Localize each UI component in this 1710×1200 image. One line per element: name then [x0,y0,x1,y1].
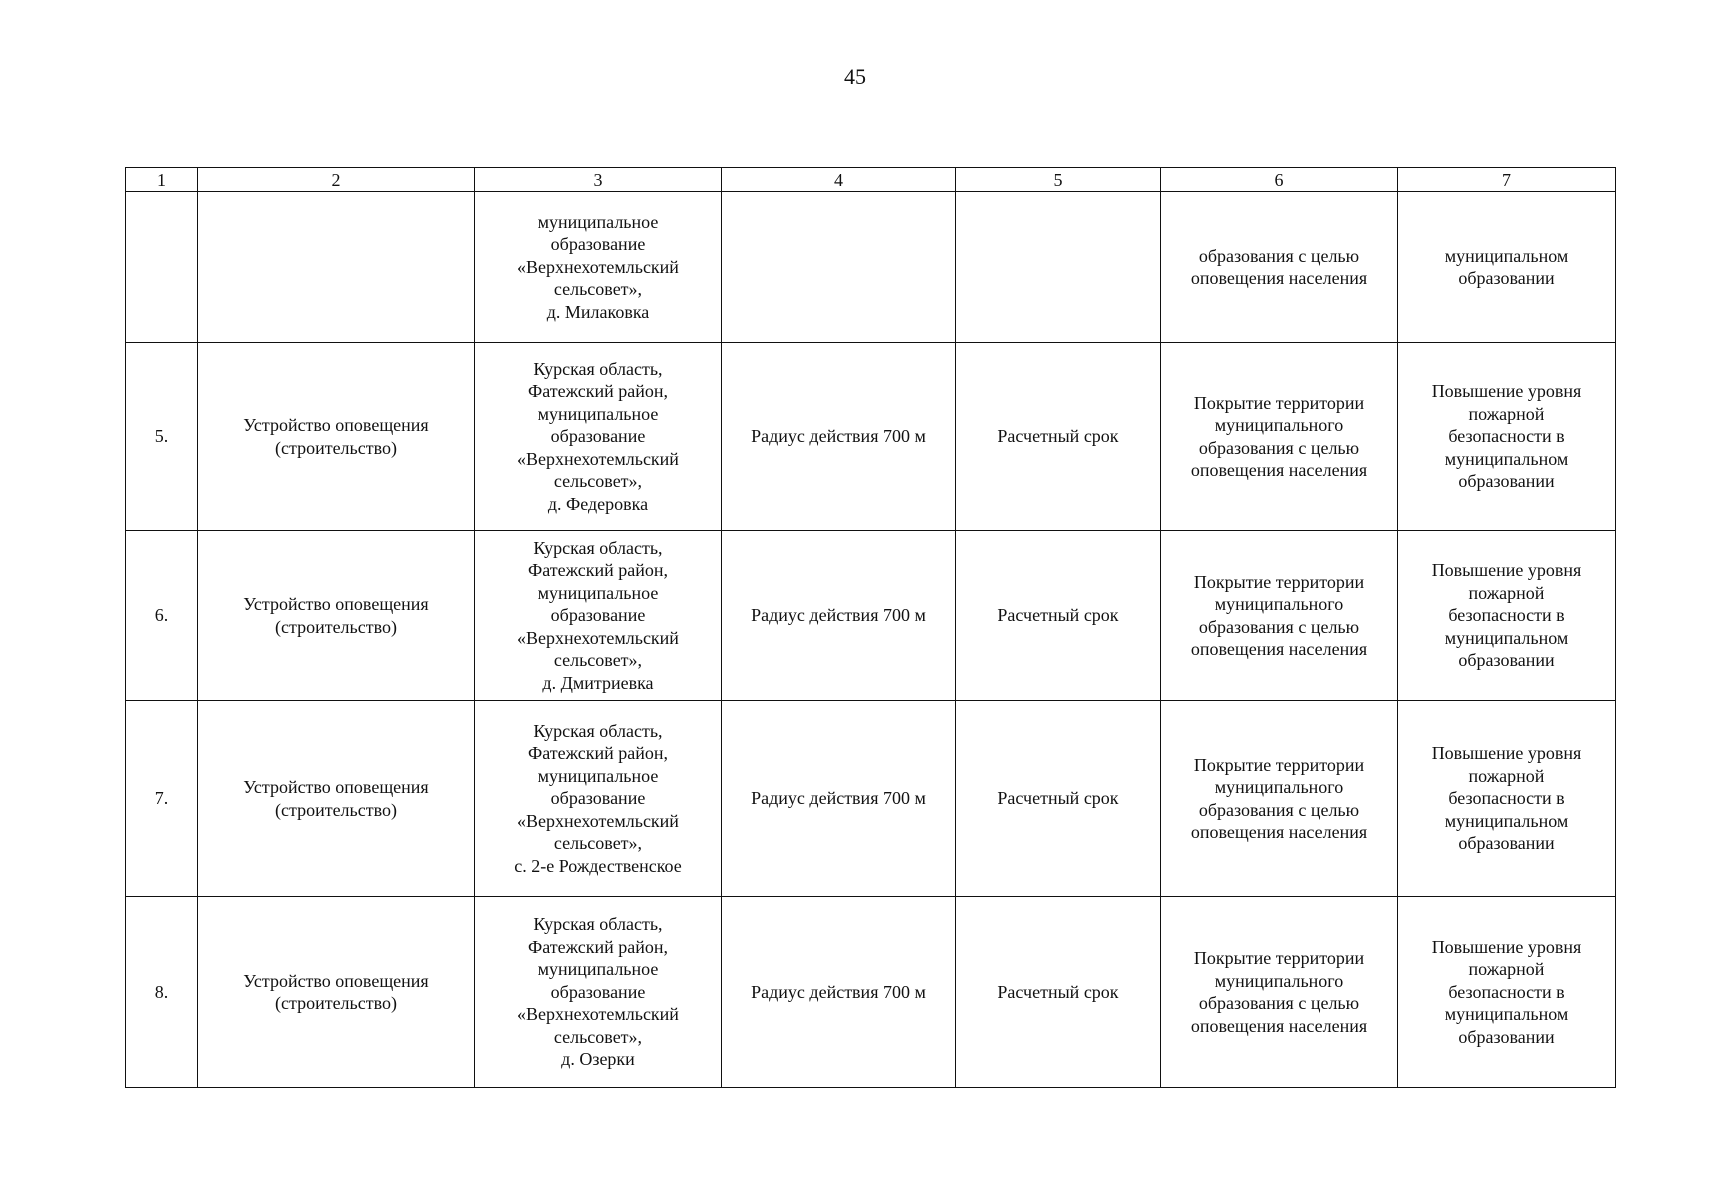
result-cell: Повышение уровня пожарной безопасности в муниципальном образовании [1398,701,1616,897]
column-header: 6 [1161,168,1398,192]
table-row [126,343,1616,531]
goal-cell: образования с целью оповещения населения [1161,192,1398,343]
location-cell: Курская область, Фатежский район, муниципальное образование «Верхнехотемльский сельсовет», с. 2-е Рождественское [475,701,722,897]
location-cell: Курская область, Фатежский район, муниципальное образование «Верхнехотемльский сельсовет», д. Дмитриевка [475,531,722,701]
table-row [126,531,1616,701]
result-cell: Повышение уровня пожарной безопасности в муниципальном образовании [1398,343,1616,531]
result-cell: муниципальном образовании [1398,192,1616,343]
goal-cell: Покрытие территории муниципального образования с целью оповещения населения [1161,701,1398,897]
row-number-cell: 5. [126,343,198,531]
activity-cell [198,192,475,343]
measures-table [125,167,1616,1088]
column-header: 3 [475,168,722,192]
activity-cell: Устройство оповещения (строительство) [198,701,475,897]
term-cell: Расчетный срок [956,531,1161,701]
parameter-cell: Радиус действия 700 м [722,343,956,531]
location-cell: муниципальное образование «Верхнехотемльский сельсовет», д. Милаковка [475,192,722,343]
parameter-cell [722,192,956,343]
row-number-cell: 8. [126,897,198,1088]
column-header: 5 [956,168,1161,192]
location-cell: Курская область, Фатежский район, муниципальное образование «Верхнехотемльский сельсовет», д. Озерки [475,897,722,1088]
table-row [126,701,1616,897]
activity-cell: Устройство оповещения (строительство) [198,343,475,531]
row-number-cell [126,192,198,343]
goal-cell: Покрытие территории муниципального образования с целью оповещения населения [1161,531,1398,701]
term-cell: Расчетный срок [956,897,1161,1088]
term-cell [956,192,1161,343]
table-row [126,192,1616,343]
activity-cell: Устройство оповещения (строительство) [198,531,475,701]
row-number-cell: 6. [126,531,198,701]
goal-cell: Покрытие территории муниципального образования с целью оповещения населения [1161,897,1398,1088]
parameter-cell: Радиус действия 700 м [722,531,956,701]
column-header: 7 [1398,168,1616,192]
page-number: 45 [844,64,866,89]
activity-cell: Устройство оповещения (строительство) [198,897,475,1088]
location-cell: Курская область, Фатежский район, муниципальное образование «Верхнехотемльский сельсовет», д. Федеровка [475,343,722,531]
goal-cell: Покрытие территории муниципального образования с целью оповещения населения [1161,343,1398,531]
parameter-cell: Радиус действия 700 м [722,897,956,1088]
row-number-cell: 7. [126,701,198,897]
result-cell: Повышение уровня пожарной безопасности в муниципальном образовании [1398,531,1616,701]
column-header: 2 [198,168,475,192]
table-row [126,897,1616,1088]
term-cell: Расчетный срок [956,343,1161,531]
parameter-cell: Радиус действия 700 м [722,701,956,897]
column-header: 4 [722,168,956,192]
column-number-row [126,168,1616,192]
column-header: 1 [126,168,198,192]
term-cell: Расчетный срок [956,701,1161,897]
result-cell: Повышение уровня пожарной безопасности в муниципальном образовании [1398,897,1616,1088]
